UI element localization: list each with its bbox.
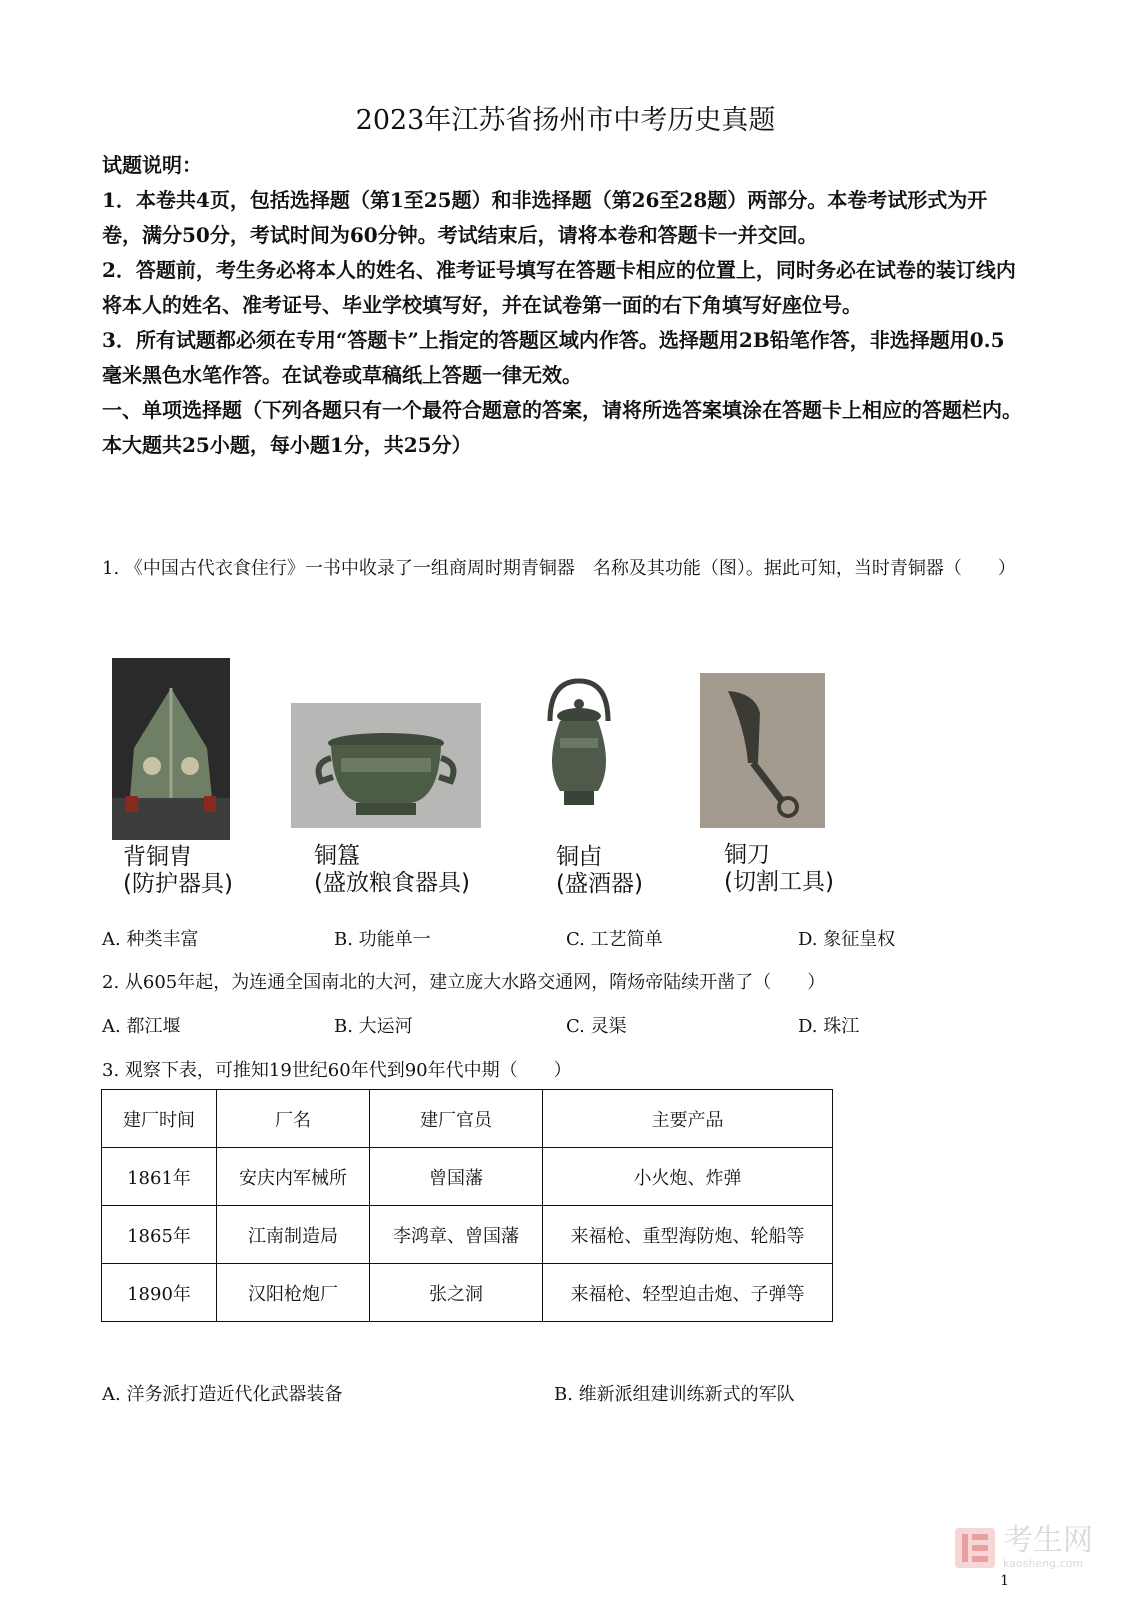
image-caption <box>314 843 470 897</box>
table-cell: 来福枪、轻型迫击炮、子弹等 <box>543 1264 833 1322</box>
table-header: 建厂官员 <box>370 1090 543 1148</box>
kaosheng-logo-icon <box>953 1526 997 1570</box>
helmet-image <box>112 658 230 840</box>
watermark <box>953 1525 1093 1570</box>
question-1-stem: 1. 《中国古代衣食住行》一书中收录了一组商周时期青铜器 名称及其功能（图）。据此可知，当时青铜器（ ） <box>102 558 1016 579</box>
question-1-options <box>102 925 1032 951</box>
table-cell: 1865年 <box>102 1206 217 1264</box>
option-d[interactable]: D. 象征皇权 <box>798 929 896 950</box>
table-cell: 江南制造局 <box>217 1206 370 1264</box>
table-cell: 汉阳枪炮厂 <box>217 1264 370 1322</box>
caption-name: 背铜胄 <box>123 844 192 870</box>
caption-function: (盛放粮食器具) <box>314 870 470 896</box>
gui-vessel-image <box>291 703 481 828</box>
table-header-row <box>102 1090 833 1148</box>
table-cell: 1861年 <box>102 1148 217 1206</box>
table-row <box>102 1148 833 1206</box>
section-heading: 一、单项选择题（下列各题只有一个最符合题意的答案，请将所选答案填涂在答题卡上相应的答题栏内。本大题共25小题，每小题1分，共25分） <box>102 398 1022 457</box>
caption-name: 铜卣 <box>556 844 602 870</box>
table-cell: 李鸿章、曾国藩 <box>370 1206 543 1264</box>
option-b[interactable]: B. 维新派组建训练新式的军队 <box>554 1384 795 1405</box>
option-b[interactable]: B. 大运河 <box>334 1016 413 1037</box>
instruction-item: 1．本卷共4页，包括选择题（第1至25题）和非选择题（第26至28题）两部分。本卷考试形式为开卷，满分50分，考试时间为60分钟。考试结束后，请将本卷和答题卡一并交回。 <box>102 188 988 247</box>
table-row <box>102 1206 833 1264</box>
question-2-options <box>102 1012 1032 1038</box>
instructions <box>102 148 1022 463</box>
factory-table <box>101 1089 833 1322</box>
table-cell: 小火炮、炸弹 <box>543 1148 833 1206</box>
table-header: 主要产品 <box>543 1090 833 1148</box>
question-3-stem: 3. 观察下表，可推知19世纪60年代到90年代中期（ ） <box>102 1060 572 1081</box>
page-number: 1 <box>1000 1573 1009 1589</box>
option-b[interactable]: B. 功能单一 <box>334 929 431 950</box>
table-cell: 安庆内军械所 <box>217 1148 370 1206</box>
caption-function: (防护器具) <box>123 871 233 897</box>
table-header: 厂名 <box>217 1090 370 1148</box>
caption-function: (盛酒器) <box>556 871 643 897</box>
option-a[interactable]: A. 洋务派打造近代化武器装备 <box>102 1384 343 1405</box>
watermark-name: 考生网 <box>1003 1523 1093 1558</box>
table-cell: 1890年 <box>102 1264 217 1322</box>
you-vessel-image <box>538 676 620 811</box>
watermark-site: kaosheng.com <box>1003 1557 1084 1570</box>
instructions-heading: 试题说明： <box>102 153 202 177</box>
page-title: 2023年江苏省扬州市中考历史真题 <box>355 105 776 136</box>
table-row <box>102 1264 833 1322</box>
image-caption <box>123 844 233 898</box>
question-2-stem: 2. 从605年起，为连通全国南北的大河，建立庞大水路交通网，隋炀帝陆续开凿了（ ） <box>102 972 826 993</box>
image-caption <box>556 844 643 898</box>
knife-image <box>700 673 825 828</box>
caption-name: 铜簋 <box>314 843 360 869</box>
instruction-item: 2．答题前，考生务必将本人的姓名、准考证号填写在答题卡相应的位置上，同时务必在试卷的装订线内将本人的姓名、准考证号、毕业学校填写好，并在试卷第一面的右下角填写好座位号。 <box>102 258 1016 317</box>
caption-name: 铜刀 <box>724 842 770 868</box>
option-a[interactable]: A. 都江堰 <box>102 1016 181 1037</box>
image-caption <box>724 842 834 896</box>
option-d[interactable]: D. 珠江 <box>798 1016 860 1037</box>
option-c[interactable]: C. 灵渠 <box>566 1016 627 1037</box>
table-cell: 来福枪、重型海防炮、轮船等 <box>543 1206 833 1264</box>
table-cell: 曾国藩 <box>370 1148 543 1206</box>
instruction-item: 3．所有试题都必须在专用“答题卡”上指定的答题区域内作答。选择题用2B铅笔作答，非选择题用0.5毫米黑色水笔作答。在试卷或草稿纸上答题一律无效。 <box>102 328 1005 387</box>
table-header: 建厂时间 <box>102 1090 217 1148</box>
caption-function: (切割工具) <box>724 869 834 895</box>
table-cell: 张之洞 <box>370 1264 543 1322</box>
option-a[interactable]: A. 种类丰富 <box>102 929 199 950</box>
option-c[interactable]: C. 工艺简单 <box>566 929 663 950</box>
question-3-options <box>102 1380 1032 1406</box>
